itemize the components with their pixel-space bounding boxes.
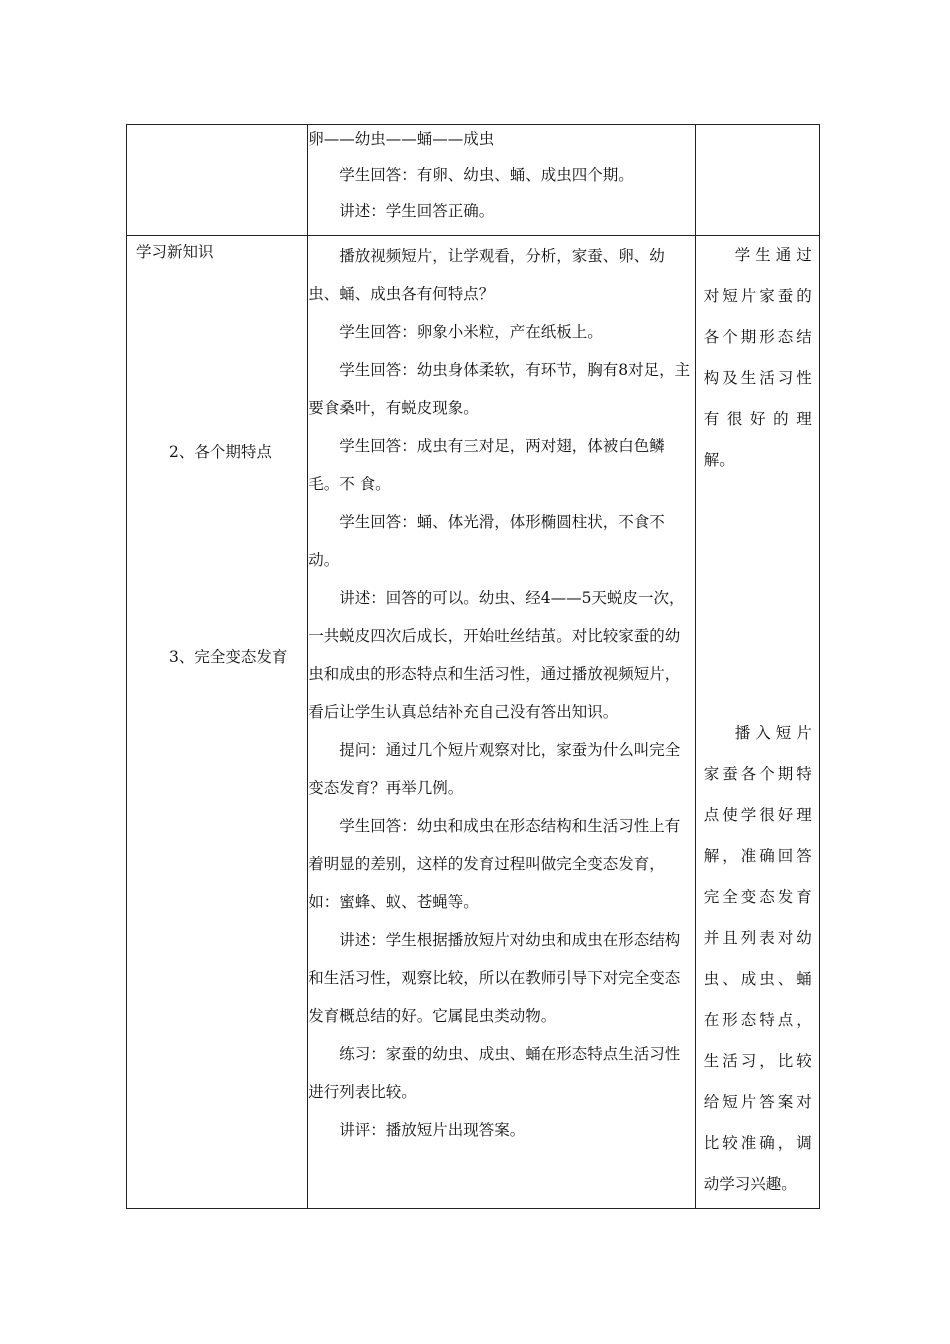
paragraph: 讲述：学生根据播放短片对幼虫和成虫在形态结构和生活习性，观察比较，所以在教师引导下对完全变态发育概总结的好。它属昆虫类动物。 [308, 931, 681, 1025]
paragraph: 讲述：回答的可以。幼虫、经4——5天蜕皮一次，一共蜕皮四次后成长，开始吐丝结茧。对比较家蚕的幼虫和成虫的形态特点和生活习性，通过播放视频短片，看后让学生认真总结补充自己没有答出知识。 [308, 589, 685, 721]
paragraph: 学生回答：成虫有三对足，两对翅，体被白色鳞毛。不 食。 [308, 437, 665, 493]
row2-left-cell [127, 236, 308, 1209]
paragraph: 卵——幼虫——蛹——成虫 [308, 130, 495, 148]
row1-middle-cell [308, 125, 696, 236]
row1-right-cell [695, 125, 819, 236]
paragraph: 讲评：播放短片出现答案。 [339, 1121, 526, 1139]
teaching-note-2 [696, 713, 820, 1205]
section-heading: 学习新知识 [136, 243, 214, 261]
paragraph: 学生回答：卵象小米粒，产在纸板上。 [339, 323, 603, 341]
paragraph: 播放视频短片，让学观看，分析，家蚕、卵、幼虫、蛹、成虫各有何特点？ [308, 247, 665, 303]
paragraph: 学生回答：有卵、幼虫、蛹、成虫四个期。 [339, 166, 634, 184]
paragraph: 学生回答：幼虫身体柔软，有环节，胸有8对足，主要食桑叶，有蜕皮现象。 [308, 361, 691, 417]
item-label-3: 3、完全变态发育 [169, 648, 288, 666]
paragraph: 学生回答：幼虫和成虫在形态结构和生活习性上有着明显的差别，这样的发育过程叫做完全变态发育，如：蜜蜂、蚁、苍蝇等。 [308, 817, 681, 911]
note-text: 学生通过对短片家蚕的各个期形态结构及生活习性有很好的理解。 [703, 246, 812, 469]
paragraph: 讲述：学生回答正确。 [339, 202, 495, 220]
row2-right-cell [695, 236, 819, 1209]
row2-middle-cell [308, 236, 696, 1209]
item-label-2: 2、各个期特点 [169, 443, 272, 461]
paragraph: 学生回答：蛹、体光滑，体形椭圆柱状，不食不动。 [308, 513, 665, 569]
row1-left-cell [127, 125, 308, 236]
note-text: 播入短片家蚕各个期特点使学很好理解，准确回答完全变态发育并且列表对幼虫、成虫、蛹在形态特点，生活习，比较给短片答案对比较准确，调动学习兴趣。 [703, 724, 812, 1193]
table-row-2 [127, 236, 820, 1209]
teaching-note-1 [696, 235, 820, 481]
table-row-1 [127, 125, 820, 236]
paragraph: 提问：通过几个短片观察对比，家蚕为什么叫完全变态发育？再举几例。 [308, 741, 681, 797]
paragraph: 练习：家蚕的幼虫、成虫、蛹在形态特点生活习性进行列表比较。 [308, 1045, 681, 1101]
lesson-plan-table [126, 124, 820, 1209]
